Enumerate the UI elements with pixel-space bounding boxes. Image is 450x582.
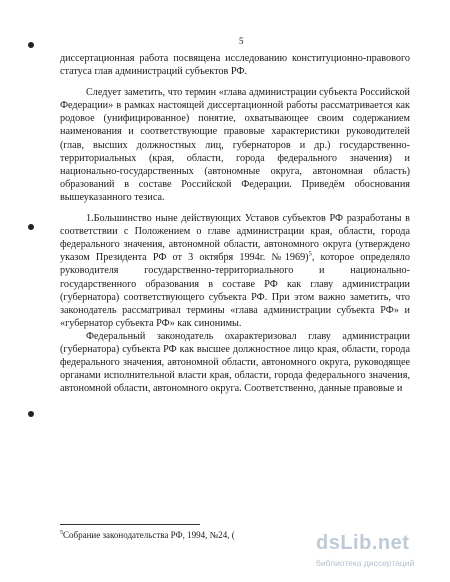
paragraph-federal-legislator: Федеральный законодатель охарактеризовал главу администрации (губернатора) субъекта РФ как высшее должностное лицо края, области, города федерального значения, автономной области, автономного округа, руководящее органами исполнительной власти края, области, города федерального значения, автономной области, автономного округа. Соответственно, данные правовые и	[60, 330, 410, 395]
paragraph-term-definition: Следует заметить, что термин «глава администрации субъекта Российской Федерации» в рамках настоящей диссертационной работы рассматривается как родовое (унифицированное) понятие, охватывающее своим содержанием наименования и соответствующие правовые характеристики руководителей (глав, высших должностных лиц, губернаторов и др.) государственно-территориальных (края, области, города федерального значения) и национально-государственных (автономные округа, автономная область) образований в составе Российской Федерации. Приведём обоснования вышеуказанного тезиса.	[60, 87, 410, 203]
paragraph-continuation: диссертационная работа посвящена исследованию конституционно-правового статуса глав администраций субъектов РФ.	[60, 53, 410, 78]
binder-hole-top	[28, 42, 34, 48]
footnote-text: Собрание законодательства РФ, 1994, №24, (	[63, 530, 235, 540]
binder-hole-middle	[28, 224, 34, 230]
footnote-number: 5	[60, 530, 63, 536]
binder-hole-bottom	[28, 411, 34, 417]
dslib-watermark	[316, 532, 436, 576]
footnote-reference: 5	[308, 250, 312, 258]
paragraph-charters-end: , которое определяло руководителя государственно-территориального и национально-государственного образования в составе РФ как главу администрации (губернатора) соответствующего субъекта РФ. При этом важно заметить, что законодатель рассматривал термины «глава администрации субъекта РФ» и «губернатор субъекта РФ» как синонимы.	[60, 252, 410, 329]
paragraph-charters-start: 1.Большинство ныне действующих Уставов субъектов РФ разработаны в соответствии с Положением о главе администрации края, области, города федерального значения, автономной области, автономного округа (утверждено указом Президента РФ от 3 октября 1994г. №1969)	[60, 213, 410, 264]
watermark-subtitle: библиотека диссертаций	[316, 558, 415, 568]
body-text	[60, 52, 410, 395]
watermark-logo: dsLib.net	[316, 532, 410, 554]
footnote	[60, 530, 235, 540]
paragraph-charters	[60, 212, 410, 330]
footnote-divider	[60, 524, 200, 525]
page-number: 5	[239, 36, 244, 46]
